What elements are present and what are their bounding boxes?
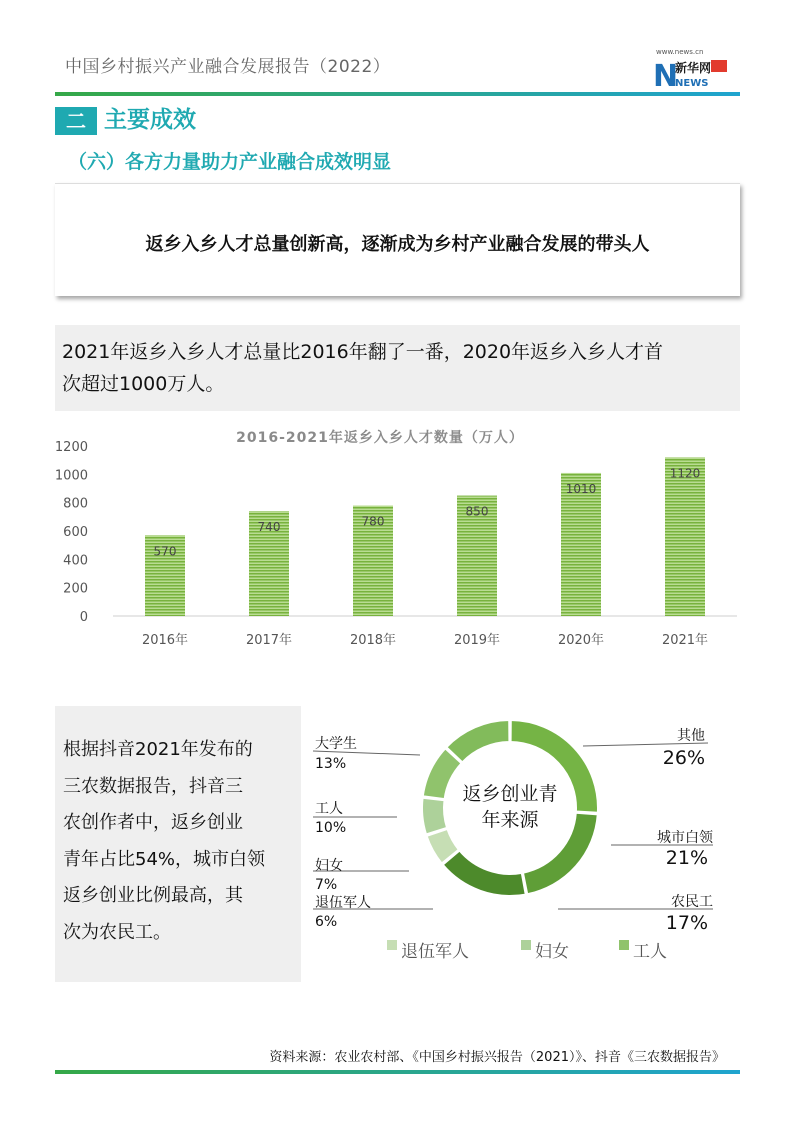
note-line: 次为农民工。 (63, 921, 171, 943)
legend-women: 妇女 (535, 942, 569, 962)
legend-swatch-worker (619, 940, 629, 950)
banner-text: 返乡入乡人才总量创新高，逐渐成为乡村产业融合发展的带头人 (145, 234, 650, 255)
y-tick-label: 800 (63, 496, 88, 512)
talent-bar-chart (55, 420, 745, 660)
label-women-name: 妇女 (315, 858, 343, 874)
bar-value-label: 570 (153, 544, 177, 559)
label-veteran-value: 6% (315, 914, 338, 930)
x-tick-label: 2019年 (453, 633, 501, 648)
label-women-value: 7% (315, 877, 338, 893)
report-title: 中国乡村振兴产业融合发展报告（2022） (65, 57, 391, 77)
label-migrant-name: 农民工 (671, 894, 713, 910)
note-line: 返乡创业比例最高，其 (63, 885, 243, 906)
y-tick-label: 1000 (55, 468, 88, 484)
section-title: 主要成效 (104, 107, 196, 133)
label-worker-value: 10% (315, 820, 347, 836)
data-source: 资料来源：农业农村部、《中国乡村振兴报告（2021）》、抖音《三农数据报告》 (269, 1050, 725, 1065)
legend-worker: 工人 (633, 942, 667, 962)
donut-slice-大学生 (446, 720, 509, 762)
x-tick-label: 2016年 (141, 633, 189, 648)
label-college-value: 13% (315, 756, 347, 772)
y-tick-label: 1200 (55, 440, 88, 455)
note-line: 农创作者中，返乡创业 (63, 812, 243, 833)
bar-value-label: 740 (257, 520, 281, 535)
logo-letters: NEWS (675, 78, 709, 89)
label-other-name: 其他 (677, 728, 705, 744)
donut-center-line-2: 年来源 (481, 809, 539, 831)
label-college-name: 大学生 (315, 736, 357, 752)
legend-swatch-veteran (387, 940, 397, 950)
note-line: 三农数据报告，抖音三 (63, 775, 243, 797)
donut-slice-妇女 (422, 798, 447, 835)
logo-url: www.news.cn (656, 48, 704, 56)
footer-divider (55, 1070, 740, 1074)
y-tick-label: 200 (63, 581, 88, 597)
legend-swatch-women (521, 940, 531, 950)
note-line: 青年占比54%，城市白领 (63, 848, 266, 870)
bar-2021年 (665, 457, 705, 616)
donut-center-line-1: 返乡创业青 (462, 783, 558, 805)
youth-source-donut-chart (305, 700, 735, 970)
x-tick-label: 2018年 (349, 633, 397, 648)
label-other-value: 26% (662, 747, 705, 769)
label-white-collar-value: 21% (665, 847, 708, 869)
y-tick-label: 400 (63, 553, 88, 569)
bar-value-label: 1010 (565, 481, 597, 496)
y-tick-label: 0 (79, 610, 88, 625)
note-text (63, 732, 295, 951)
header-divider (55, 92, 740, 96)
label-worker-name: 工人 (315, 801, 343, 817)
bar-value-label: 850 (465, 504, 489, 519)
bar-value-label: 1120 (669, 466, 701, 481)
intro-line-1: 2021年返乡入乡人才总量比2016年翻了一番，2020年返乡入乡人才首 (62, 341, 664, 363)
logo-name: 新华网 (675, 61, 712, 75)
label-veteran-name: 退伍军人 (315, 895, 371, 911)
logo-letter-n: N (653, 59, 679, 92)
intro-line-2: 次超过1000万人。 (62, 373, 225, 395)
x-tick-label: 2017年 (245, 633, 293, 648)
label-white-collar-name: 城市白领 (657, 830, 713, 846)
note-line: 根据抖音2021年发布的 (63, 739, 253, 760)
donut-slice-农民工 (443, 851, 526, 896)
legend-veteran: 退伍军人 (401, 942, 469, 962)
section-number: 二 (55, 107, 97, 135)
bar-value-label: 780 (361, 514, 385, 529)
x-tick-label: 2020年 (557, 633, 605, 648)
xinhua-logo (653, 46, 731, 92)
intro-text (62, 336, 722, 400)
label-migrant-value: 17% (665, 912, 708, 934)
bar-chart-title: 2016-2021年返乡入乡人才数量（万人） (236, 430, 524, 446)
sub-section-title: （六）各方力量助力产业融合成效明显 (68, 151, 392, 173)
y-tick-label: 600 (63, 525, 88, 540)
x-tick-label: 2021年 (661, 633, 709, 648)
